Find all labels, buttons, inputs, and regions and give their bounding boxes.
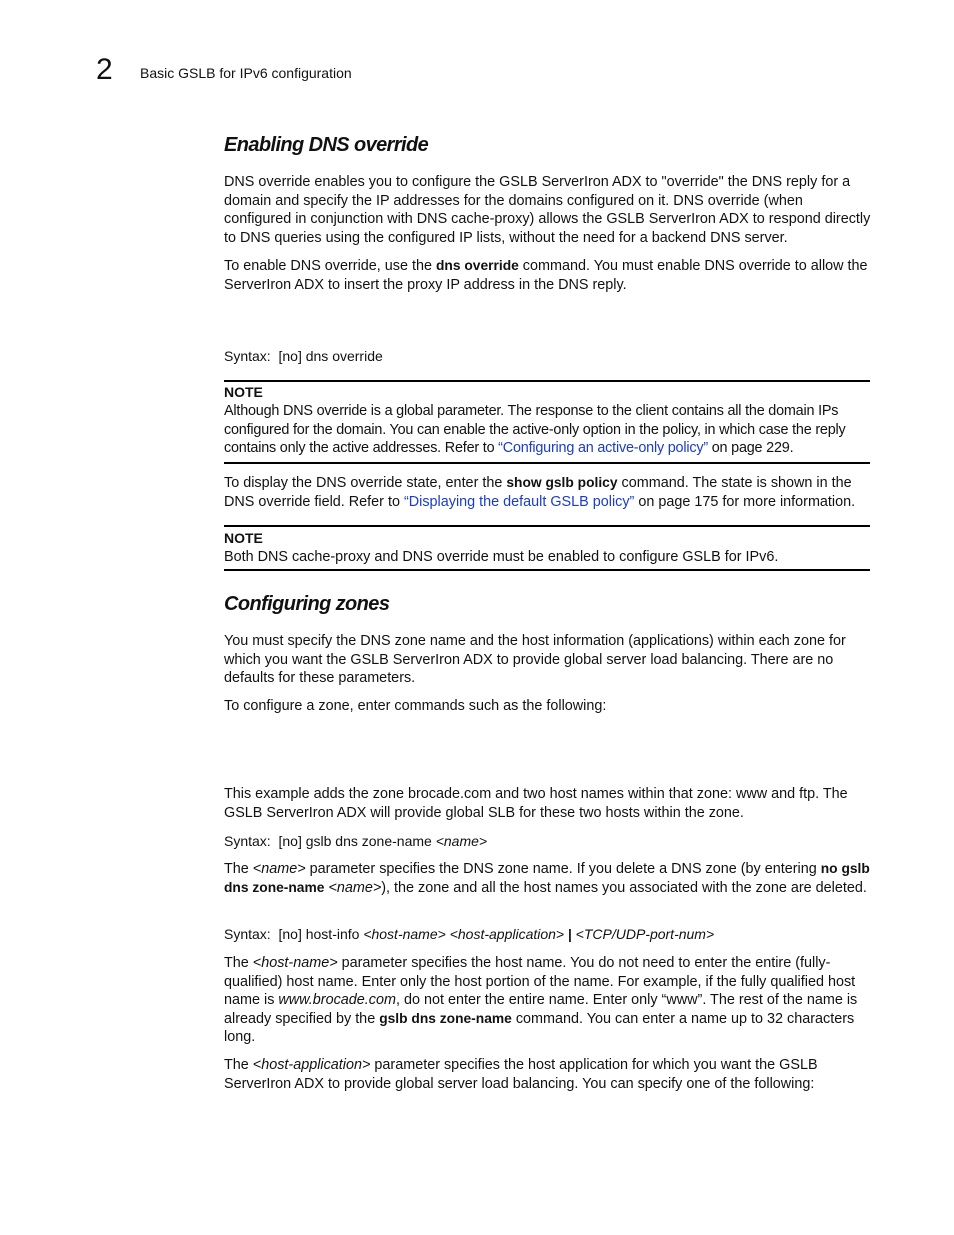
paragraph: To configure a zone, enter commands such as the following:	[224, 698, 607, 714]
divider	[224, 525, 870, 527]
text: Although DNS override is a global parameter. The response to the client contains all the domain IPs configured for the domain. You can enable the active-only option in the policy, in which case the reply contains only the active addresses. Refer to	[224, 403, 846, 457]
text: on page 175 for more information.	[634, 493, 856, 510]
command-text: dns override	[435, 258, 519, 273]
section-heading-dns-override: Enabling DNS override	[224, 134, 429, 156]
paragraph: DNS override enables you to configure the GSLB ServerIron ADX to "override" the DNS reply for a domain and specify the IP addresses for the domains configured on it. DNS override (when configured in conjunction with DNS cache-proxy) allows the GSLB ServerIron ADX to respond directly to DNS queries using the configured IP lists, without the need for a backend DNS server.	[224, 174, 871, 246]
syntax-label: Syntax:	[224, 833, 271, 849]
text: ), the zone and all the host names you associated with the zone are deleted.	[381, 879, 867, 896]
divider	[224, 462, 870, 464]
link-active-only-policy[interactable]: “Configuring an active-only policy”	[498, 440, 708, 457]
syntax-argument: <name>	[435, 833, 488, 849]
command-text: show gslb policy	[506, 475, 618, 490]
paragraph: This example adds the zone brocade.com and two host names within that zone: www and ftp. The GSLB ServerIron ADX will provide global SLB for these two hosts within the zone.	[224, 786, 848, 821]
text: To display the DNS override state, enter the	[224, 475, 507, 491]
syntax-argument: <host-name> <host-application>	[363, 926, 565, 942]
text: on page 229.	[707, 440, 794, 457]
paragraph	[224, 860, 874, 897]
example-text: www.brocade.com	[278, 992, 396, 1009]
text: parameter specifies the host application for which you want the GSLB ServerIron ADX to provide global server load balancing. You can specify one of the following:	[224, 1057, 818, 1092]
text: command. You must enable DNS override to allow the ServerIron ADX to insert the proxy IP address in the DNS reply.	[224, 258, 868, 293]
note-text: Both DNS cache-proxy and DNS override must be enabled to configure GSLB for IPv6.	[224, 549, 779, 565]
argument-text: <name>	[328, 879, 382, 896]
text: The	[224, 861, 253, 877]
command-text: gslb dns zone-name	[379, 1010, 512, 1026]
syntax-command: [no] dns override	[278, 348, 383, 364]
text: command. You can enter a name up to 32 characters long.	[224, 1010, 855, 1046]
syntax-separator: |	[564, 927, 576, 942]
text: parameter specifies the DNS zone name. If you delete a DNS zone (by entering	[305, 861, 821, 877]
paragraph: You must specify the DNS zone name and the host information (applications) within each zone for which you want the GSLB ServerIron ADX to provide global server load balancing. There are no defaults for these parameters.	[224, 633, 846, 687]
text: , do not enter the entire name. Enter only “www”. The rest of the name is already specified by the	[224, 992, 858, 1027]
divider	[224, 569, 870, 571]
section-heading-configuring-zones: Configuring zones	[224, 593, 390, 615]
argument-text: <host-application>	[252, 1057, 371, 1073]
syntax-command: [no] host-info	[278, 926, 364, 942]
syntax-line	[224, 348, 383, 364]
text: command. The state is shown in the DNS override field. Refer to	[224, 475, 852, 510]
syntax-command: [no] gslb dns zone-name	[278, 833, 436, 849]
chapter-number: 2	[96, 53, 113, 86]
paragraph	[224, 1056, 874, 1093]
text: parameter specifies the host name. You do not need to enter the entire (fully-qualified) host name. Enter only the host portion of the name. For example, if the fully qualified host name is	[224, 955, 856, 1009]
text: The	[224, 1057, 253, 1073]
note-label: NOTE	[224, 384, 263, 400]
paragraph	[224, 257, 874, 294]
syntax-line	[224, 833, 487, 849]
argument-text: <host-name>	[252, 955, 338, 971]
argument-text: <name>	[252, 861, 306, 877]
syntax-line	[224, 926, 714, 942]
text: To enable DNS override, use the	[224, 258, 436, 274]
running-title: Basic GSLB for IPv6 configuration	[140, 65, 352, 81]
note-text	[224, 402, 874, 458]
note-label: NOTE	[224, 530, 263, 546]
command-text: no gslb dns zone-name	[224, 861, 870, 895]
link-default-gslb-policy[interactable]: “Displaying the default GSLB policy”	[403, 493, 635, 510]
syntax-label: Syntax:	[224, 926, 271, 942]
paragraph	[224, 474, 876, 511]
syntax-argument: <TCP/UDP-port-num>	[575, 926, 715, 942]
divider	[224, 380, 870, 382]
text: The	[224, 955, 253, 971]
syntax-label: Syntax:	[224, 348, 271, 364]
paragraph	[224, 954, 874, 1047]
